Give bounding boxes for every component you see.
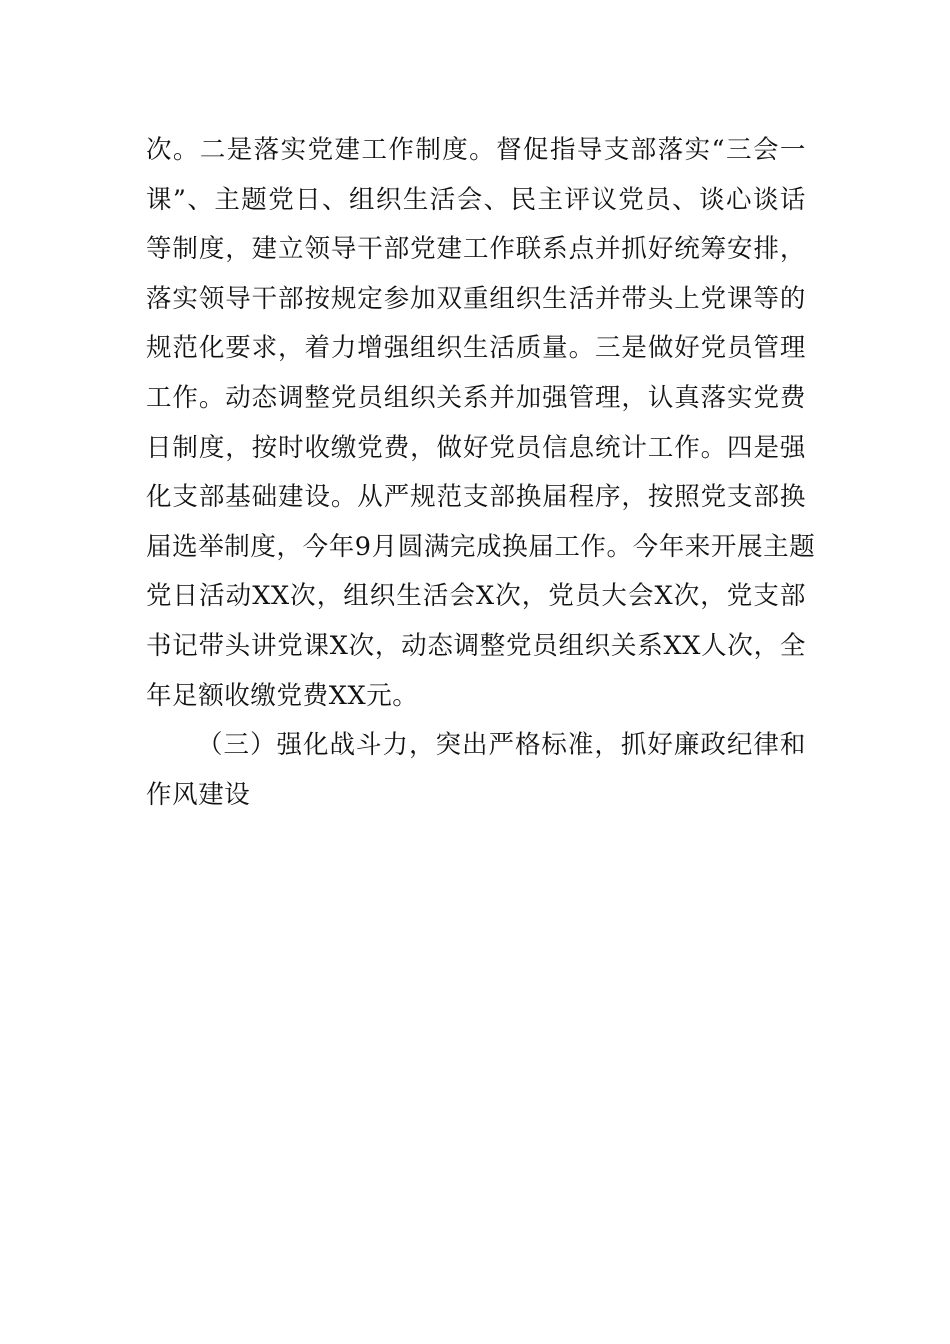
text-line: 规范化要求，着力增强组织生活质量。三是做好党员管理 [146,333,806,364]
text-line: 落实领导干部按规定参加双重组织生活并带头上党课等的 [146,283,806,314]
text-line: 等制度，建立领导干部党建工作联系点并抓好统筹安排， [146,234,806,265]
text-line: 党日活动XX次，组织生活会X次，党员大会X次，党支部 [146,581,806,612]
text-line: 届选举制度，今年9月圆满完成换届工作。今年来开展主题 [146,531,816,562]
paragraph-party-building [146,126,816,721]
heading-line: 作风建设 [146,779,251,810]
section-heading [146,721,806,820]
text-line: 书记带头讲党课X次，动态调整党员组织关系XX人次，全 [146,630,806,661]
heading-line: （三）强化战斗力，突出严格标准，抓好廉政纪律和 [197,730,806,761]
document-body [146,126,816,820]
text-line: 课”、主题党日、组织生活会、民主评议党员、谈心谈话 [146,184,806,215]
text-line: 工作。动态调整党员组织关系并加强管理，认真落实党费 [146,382,806,413]
text-line: 次。二是落实党建工作制度。督促指导支部落实“三会一 [146,135,806,165]
text-line: 化支部基础建设。从严规范支部换届程序，按照党支部换 [146,482,806,513]
text-line: 日制度，按时收缴党费，做好党员信息统计工作。四是强 [146,432,806,463]
text-line: 年足额收缴党费XX元。 [146,680,419,711]
